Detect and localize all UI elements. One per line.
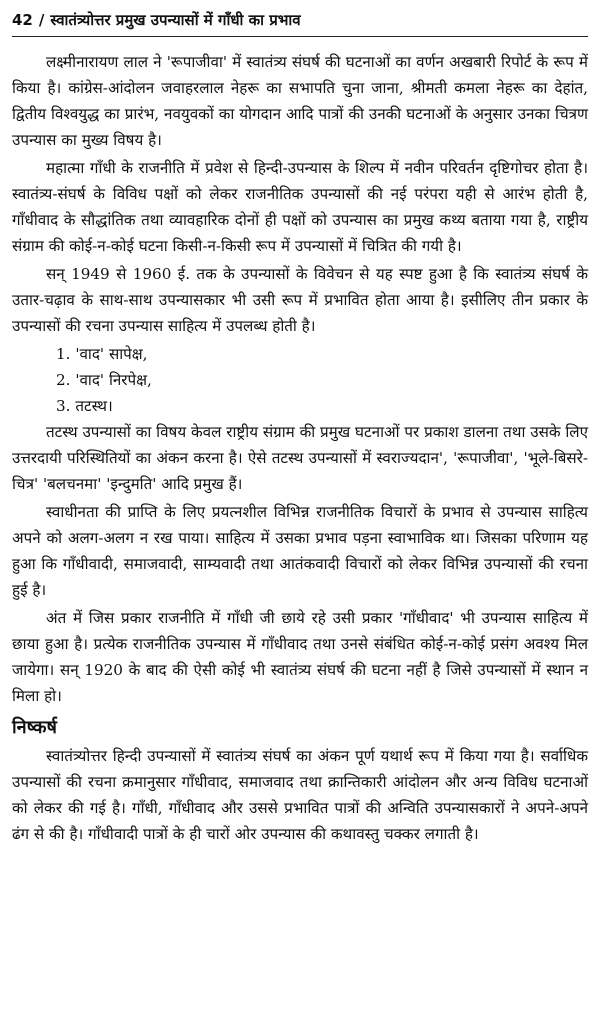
page-number: 42 (12, 11, 33, 29)
section-heading: निष्कर्ष (12, 717, 57, 738)
running-title: स्वातंत्र्योत्तर प्रमुख उपन्यासों में गाँधी का प्रभाव (50, 11, 301, 29)
header-separator: / (38, 11, 45, 29)
list-item: 3. तटस्थ। (56, 397, 113, 415)
paragraph: स्वाधीनता की प्राप्ति के लिए प्रयत्नशील विभिन्न राजनीतिक विचारों के प्रभाव से उपन्यास साहित्य अपने को अलग-अलग न रख पाया। साहित्य में उसका प्रभाव पड़ना स्वाभाविक था। जिसका परिणाम यह हुआ कि गाँधीवादी, समाजवादी, साम्यवादी तथा आतंकवादी विचारों को लेकर विभिन्न उपन्यासों की रचना हुई है। (12, 503, 588, 599)
types-list (12, 341, 588, 419)
paragraph: स्वातंत्र्योत्तर हिन्दी उपन्यासों में स्वातंत्र्य संघर्ष का अंकन पूर्ण यथार्थ रूप में किया गया है। सर्वाधिक उपन्यासों की रचना क्रमानुसार गाँधीवाद, समाजवाद तथा क्रान्तिकारी आंदोलन और अन्य विविध घटनाओं को लेकर की गई है। गाँधी, गाँधीवाद और उससे प्रभावित पात्रों की अन्विति उपन्यासकारों ने अपने-अपने ढंग से की है। गाँधीवादी पात्रों के ही चारों ओर उपन्यास की कथावस्तु चक्कर लगाती है। (12, 747, 588, 843)
page-header (12, 10, 588, 37)
list-item: 2. 'वाद' निरपेक्ष, (56, 371, 152, 389)
paragraph: तटस्थ उपन्यासों का विषय केवल राष्ट्रीय संग्राम की प्रमुख घटनाओं पर प्रकाश डालना तथा उसके लिए उत्तरदायी परिस्थितियों का अंकन करना है। ऐसे तटस्थ उपन्यासों में स्वराज्यदान', 'रूपाजीवा', 'भूले-बिसरे-चित्र' 'बलचनमा' 'इन्दुमति' आदि प्रमुख हैं। (12, 423, 588, 493)
paragraph: सन् 1949 से 1960 ई. तक के उपन्यासों के विवेचन से यह स्पष्ट हुआ है कि स्वातंत्र्य संघर्ष के उतार-चढ़ाव के साथ-साथ उपन्यासकार भी उसी रूप में प्रभावित होता आया है। इसीलिए तीन प्रकार के उपन्यासों की रचना उपन्यास साहित्य में उपलब्ध होती है। (12, 265, 588, 335)
paragraph: अंत में जिस प्रकार राजनीति में गाँधी जी छाये रहे उसी प्रकार 'गाँधीवाद' भी उपन्यास साहित्य में छाया हुआ है। प्रत्येक राजनीतिक उपन्यास में गाँधीवाद तथा उनसे संबंधित कोई-न-कोई प्रसंग अवश्य मिल जायेगा। सन् 1920 के बाद की ऐसी कोई भी स्वातंत्र्य संघर्ष की घटना नहीं है जिसे उपन्यासों में स्थान न मिला हो। (12, 609, 588, 705)
paragraph: लक्ष्मीनारायण लाल ने 'रूपाजीवा' में स्वातंत्र्य संघर्ष की घटनाओं का वर्णन अखबारी रिपोर्ट के रूप में किया है। कांग्रेस-आंदोलन जवाहरलाल नेहरू का सभापति चुना जाना, श्रीमती कमला नेहरू का देहांत, द्वितीय विश्वयुद्ध का प्रारंभ, नवयुवकों का योगदान आदि पात्रों की उनकी घटनाओं के अनुसार उनका चित्रण उपन्यास का मुख्य विषय है। (12, 53, 588, 149)
list-item: 1. 'वाद' सापेक्ष, (56, 345, 148, 363)
paragraph: महात्मा गाँधी के राजनीति में प्रवेश से हिन्दी-उपन्यास के शिल्प में नवीन परिवर्तन दृष्टिगोचर होता है। स्वातंत्र्य-संघर्ष के विविध पक्षों को लेकर राजनीतिक उपन्यासों की नई परंपरा यही से आरंभ होती है, गाँधीवाद के सौद्धांतिक तथा व्यावहारिक दोनों ही पक्षों को उपन्यास का प्रमुख कथ्य बताया गया है, राष्ट्रीय संग्राम की कोई-न-कोई घटना किसी-न-किसी रूप में उपन्यासों में चित्रित की गयी है। (12, 159, 588, 255)
